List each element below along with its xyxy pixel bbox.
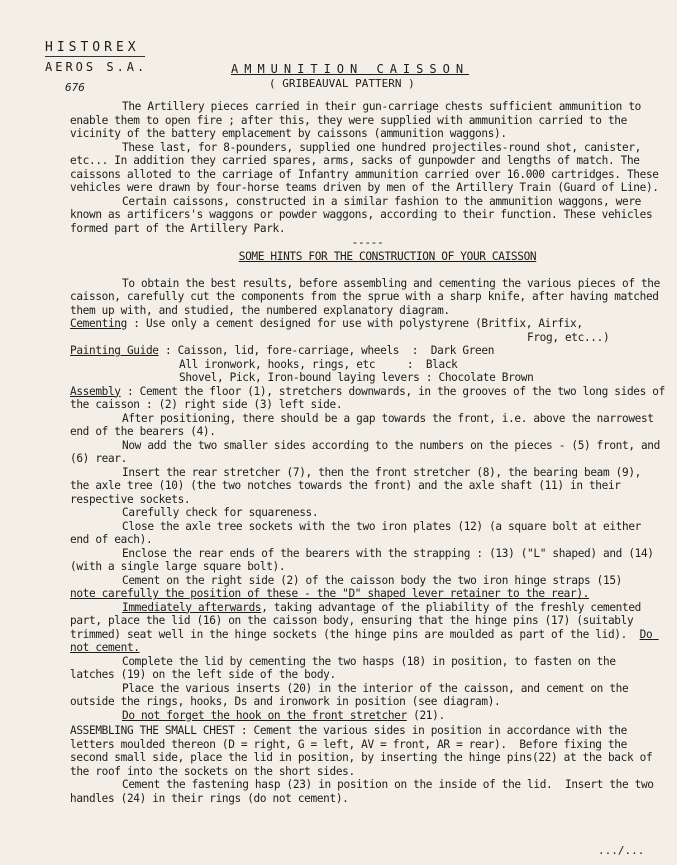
- assembly-paragraph: Do not forget the hook on the front stretcher (21).: [122, 708, 445, 722]
- cementing-text-2: Frog, etc...): [527, 330, 610, 344]
- intro-paragraph: Certain caissons, constructed in a similar fashion to the ammunition waggons, were known as artificers's waggons or powder waggons, according to their function. These vehicles formed part of the Artillery Park.: [70, 194, 659, 235]
- painting-label: Painting Guide: [70, 344, 159, 357]
- separator: -----: [351, 236, 384, 249]
- cementing-label: Cementing: [70, 317, 127, 330]
- page-title: AMMUNITION CAISSON: [231, 62, 470, 76]
- cementing-line: [70, 317, 665, 331]
- assembly-note: note carefully the position of these - the "D" shaped lever retainer to the rear).: [70, 587, 589, 600]
- brand-name: HISTOREX: [45, 40, 140, 55]
- section-heading: SOME HINTS FOR THE CONSTRUCTION OF YOUR CAISSON: [238, 249, 537, 263]
- assembly-paragraph: Now add the two smaller sides according to the numbers on the pieces - (5) front, and (6) rear.: [70, 438, 667, 465]
- assembly-paragraph: Assembly : Cement the floor (1), stretchers downwards, in the grooves of the two long sides of the caisson : (2) right side (3) left side.: [70, 384, 672, 411]
- small-chest-paragraph: Cement the fastening hasp (23) in position on the inside of the lid. Insert the two handles (24) in their rings (do not cement).: [70, 778, 660, 805]
- assembly-label: Assembly: [70, 384, 121, 398]
- page-subtitle: ( GRIBEAUVAL PATTERN ): [269, 77, 415, 90]
- small-chest-paragraph: ASSEMBLING THE SMALL CHEST : Cement the various sides in position in accordance with the letters moulded thereon (D = right, G = left, AV = front, AR = rear). Before fixing the second small side, place the lid in position, by inserting the hinge pins(22) at the back of the roof into the sockets on the short sides.: [70, 724, 659, 778]
- assembly-paragraph: Close the axle tree sockets with the two iron plates (12) (a square bolt at either end of each).: [70, 519, 648, 546]
- painting-line-2: All ironwork, hooks, rings, etc : Black: [179, 357, 458, 371]
- spacer: [70, 263, 665, 277]
- document-body: [70, 100, 672, 805]
- intro-paragraph: These last, for 8-pounders, supplied one hundred projectiles-round shot, canister, etc... In addition they carried spares, arms, sacks of gunpowder and lengths of match. The caissons alloted to the carriage of Infantry ammunition carried over 16.000 cartridges. These vehicles were drawn by four-horse teams driven by men of the Artillery Train (Guard of Line).: [70, 140, 665, 194]
- assembly-paragraph: Immediately afterwards, taking advantage of the pliability of the freshly cemented part, place the lid (16) on the caisson body, ensuring that the hinge pins (17) (suitably trimmed) seat well in the hinge sockets (the hinge pins are moulded as part of the lid). Do not cement.: [70, 600, 659, 654]
- painting-line-3: Shovel, Pick, Iron-bound laying levers : Chocolate Brown: [179, 371, 534, 384]
- brand-company: AEROS S.A.: [45, 60, 148, 74]
- brand-underline: [45, 56, 145, 57]
- hints-intro: To obtain the best results, before assembling and cementing the various pieces of the caisson, carefully cut the components from the sprue with a sharp knife, after having matched them up with, and studied, the numbered explanatory diagram.: [70, 276, 667, 317]
- painting-line-1: Painting Guide : Caisson, lid, fore-carriage, wheels : Dark Green: [70, 344, 495, 357]
- continued-marker: .../...: [598, 844, 645, 857]
- assembly-paragraph: Insert the rear stretcher (7), then the front stretcher (8), the bearing beam (9), the axle tree (10) (the two notches towards the front) and the axle shaft (11) in their respective sockets.: [70, 465, 648, 506]
- assembly-paragraph: Enclose the rear ends of the bearers with the strapping : (13) ("L" shaped) and (14) (with a single large square bolt).: [70, 546, 660, 573]
- assembly-paragraph: Carefully check for squareness.: [122, 506, 319, 519]
- kit-number: 676: [65, 81, 85, 94]
- assembly-paragraph: After positioning, there should be a gap towards the front, i.e. above the narrowest end of the bearers (4).: [70, 411, 660, 438]
- assembly-paragraph: Cement on the right side (2) of the caisson body the two iron hinge straps (15): [122, 573, 622, 587]
- small-chest-label: ASSEMBLING THE SMALL CHEST: [70, 724, 235, 737]
- assembly-paragraph: Place the various inserts (20) in the interior of the caisson, and cement on the outside the rings, hooks, Ds and ironwork in position (see diagram).: [70, 681, 635, 708]
- cementing-text: : Use only a cement designed for use with polystyrene (Britfix, Airfix,: [126, 317, 583, 330]
- intro-paragraph: The Artillery pieces carried in their gun-carriage chests sufficient ammunition to enable them to open fire ; after this, they were supplied with ammunition carried to the vicinity of the battery emplacement by caissons (ammunition waggons).: [70, 100, 648, 140]
- assembly-paragraph: Complete the lid by cementing the two hasps (18) in position, to fasten on the latches (19) on the left side of the body.: [70, 654, 623, 681]
